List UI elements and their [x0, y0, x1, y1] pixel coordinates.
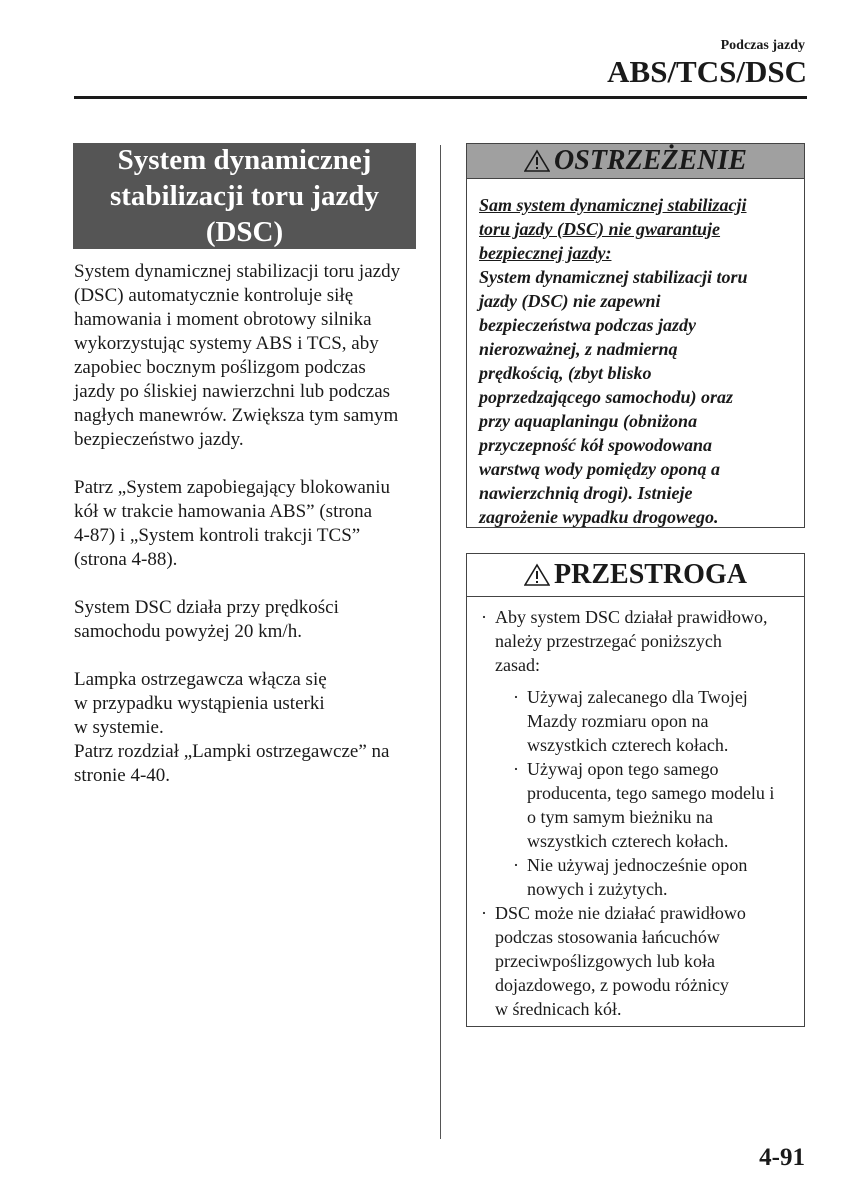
warning-line: toru jazdy (DSC) nie gwarantuje: [479, 219, 721, 239]
bullet: ·: [481, 903, 487, 923]
text-line: nagłych manewrów. Zwiększa tym samym: [74, 405, 399, 426]
column-divider: [440, 145, 441, 1139]
warning-line: przyczepność kół spowodowana: [479, 435, 713, 455]
text-line: System dynamicznej stabilizacji toru jazdy: [74, 261, 401, 282]
text-line: (DSC) automatycznie kontroluje siłę: [74, 285, 354, 306]
text-line: Mazdy rozmiaru opon na: [527, 711, 709, 731]
text-line: Używaj zalecanego dla Twojej: [527, 687, 748, 707]
text-line: w przypadku wystąpienia usterki: [74, 693, 325, 714]
text-line: o tym samym bieżniku na: [527, 807, 713, 827]
bullet: ·: [513, 855, 519, 875]
warning-line: przy aquaplaningu (obniżona: [479, 411, 698, 431]
text-line: stronie 4-40.: [74, 765, 171, 786]
sub-list: [495, 685, 796, 901]
text-line: System DSC działa przy prędkości: [74, 597, 339, 618]
caution-heading-text: PRZESTROGA: [554, 559, 747, 590]
warning-line: Sam system dynamicznej stabilizacji: [479, 195, 747, 215]
page-number: 4-91: [759, 1144, 805, 1171]
list-item: [513, 757, 796, 853]
text-line: Patrz rozdział „Lampki ostrzegawcze” na: [74, 741, 390, 762]
section-heading-box: [73, 143, 416, 249]
section-heading-line: (DSC): [205, 216, 284, 248]
warning-body: [467, 179, 804, 529]
warning-line: bezpiecznej jazdy:: [479, 243, 612, 263]
text-line: wszystkich czterech kołach.: [527, 831, 729, 851]
text-line: samochodu powyżej 20 km/h.: [74, 621, 302, 642]
list-item: [513, 685, 796, 757]
text-line: hamowania i moment obrotowy silnika: [74, 309, 372, 330]
text-line: przeciwpoślizgowych lub koła: [495, 951, 715, 971]
text-line: kół w trakcie hamowania ABS” (strona: [74, 501, 373, 522]
text-line: producenta, tego samego modelu i: [527, 783, 775, 803]
section-heading-line: stabilizacji toru jazdy: [109, 180, 379, 212]
text-line: Lampka ostrzegawcza włącza się: [74, 669, 327, 690]
paragraph: [74, 596, 424, 644]
text-line: dojazdowego, z powodu różnicy: [495, 975, 729, 995]
header-rule: [74, 96, 807, 99]
list-item: [513, 853, 796, 901]
section-heading-line: System dynamicznej: [117, 144, 372, 176]
text-line: należy przestrzegać poniższych: [495, 631, 722, 651]
text-line: DSC może nie działać prawidłowo: [495, 903, 746, 923]
warning-heading: [467, 144, 804, 179]
text-line: zapobiec bocznym poślizgom podczas: [74, 357, 366, 378]
paragraph: [74, 476, 424, 572]
warning-heading-text: OSTRZEŻENIE: [554, 145, 747, 176]
warning-box: [466, 143, 805, 528]
warning-line: prędkością, (zbyt blisko: [479, 363, 652, 383]
text-line: w systemie.: [74, 717, 164, 738]
paragraph: [74, 668, 424, 788]
list-item: [481, 901, 796, 1021]
warning-line: System dynamicznej stabilizacji toru: [479, 267, 748, 287]
caution-body: [467, 597, 804, 1021]
text-line: 4-87) i „System kontroli trakcji TCS”: [74, 525, 361, 546]
text-line: bezpieczeństwo jazdy.: [74, 429, 244, 450]
text-line: w średnicach kół.: [495, 999, 622, 1019]
bullet: ·: [513, 687, 519, 707]
page-title: ABS/TCS/DSC: [607, 54, 807, 89]
caution-heading: [467, 554, 804, 597]
text-line: wszystkich czterech kołach.: [527, 735, 729, 755]
header-section: Podczas jazdy: [720, 38, 805, 53]
caution-box: [466, 553, 805, 1027]
text-line: nowych i zużytych.: [527, 879, 668, 899]
bullet: ·: [513, 759, 519, 779]
text-line: (strona 4-88).: [74, 549, 178, 570]
warning-line: nierozważnej, z nadmierną: [479, 339, 678, 359]
text-line: wykorzystując systemy ABS i TCS, aby: [74, 333, 379, 354]
warning-line: nawierzchnią drogi). Istnieje: [479, 483, 693, 503]
text-line: jazdy po śliskiej nawierzchni lub podczas: [74, 381, 391, 402]
warning-line: warstwą wody pomiędzy oponą a: [479, 459, 721, 479]
warning-line: bezpieczeństwa podczas jazdy: [479, 315, 696, 335]
text-line: Aby system DSC działał prawidłowo,: [495, 607, 768, 627]
left-column-text: [74, 260, 424, 812]
paragraph: [74, 260, 424, 452]
warning-line: jazdy (DSC) nie zapewni: [479, 291, 661, 311]
warning-triangle-icon: [524, 149, 550, 173]
warning-triangle-icon: [524, 563, 550, 587]
text-line: zasad:: [495, 655, 540, 675]
bullet: ·: [481, 607, 487, 627]
text-line: Nie używaj jednocześnie opon: [527, 855, 748, 875]
warning-line: zagrożenie wypadku drogowego.: [479, 507, 719, 527]
text-line: Patrz „System zapobiegający blokowaniu: [74, 477, 391, 498]
warning-line: poprzedzającego samochodu) oraz: [479, 387, 734, 407]
list-item: [481, 605, 796, 901]
text-line: Używaj opon tego samego: [527, 759, 719, 779]
text-line: podczas stosowania łańcuchów: [495, 927, 720, 947]
